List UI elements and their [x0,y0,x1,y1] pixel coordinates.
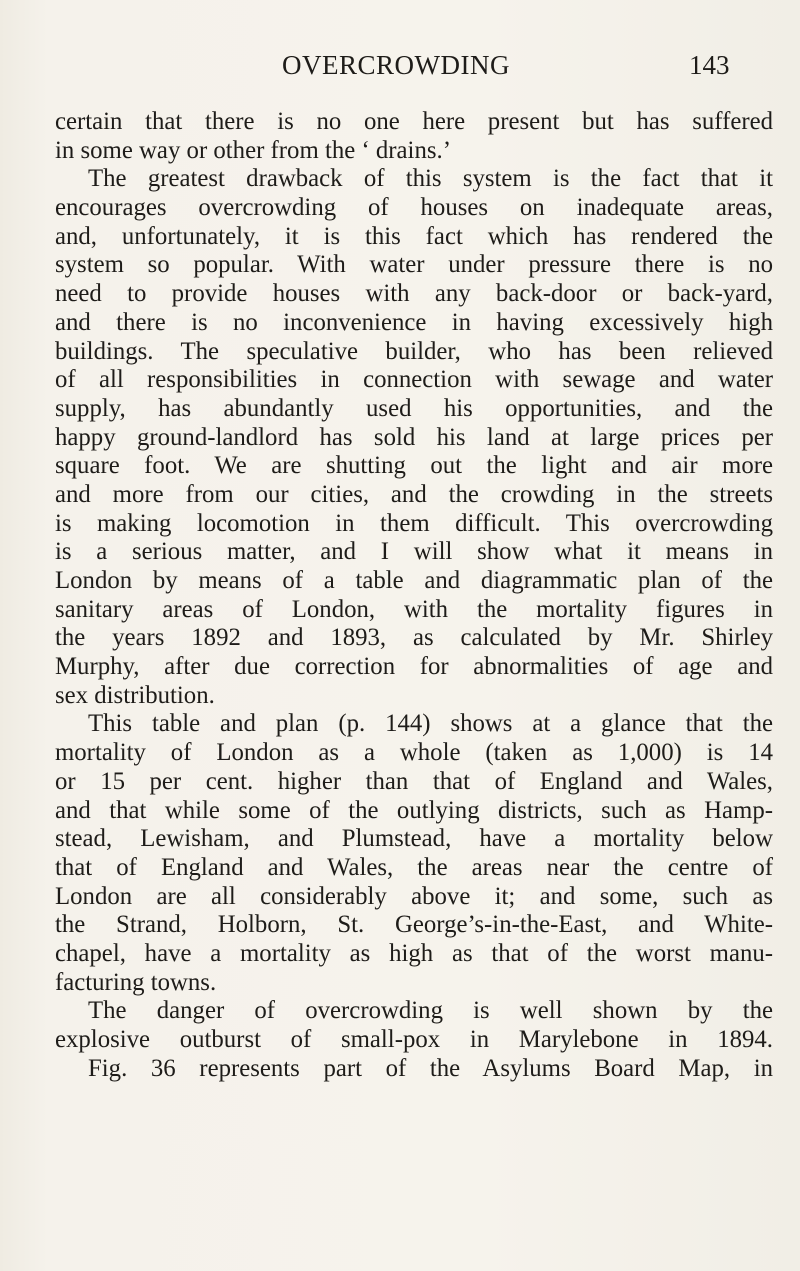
text-line: is making locomotion in them difficult. This overcrowding [55,509,773,537]
text-line: the Strand, Holborn, St. George’s-in-the-East, and White- [55,911,773,939]
text-line: happy ground-landlord has sold his land at large prices per [55,423,773,451]
running-head-title: OVERCROWDING [282,50,510,80]
text-line: mortality of London as a whole (taken as 1,000) is 14 [55,739,773,767]
text-line: encourages overcrowding of houses on inadequate areas, [55,194,773,222]
text-line: need to provide houses with any back-door or back-yard, [55,280,773,308]
text-line: system so popular. With water under pressure there is no [55,251,773,279]
text-line: London are all considerably above it; and some, such as [55,882,773,910]
text-line: This table and plan (p. 144) shows at a glance that the [88,710,773,738]
text-line: supply, has abundantly used his opportunities, and the [55,394,773,422]
text-line: The greatest drawback of this system is the fact that it [88,165,773,193]
text-line: London by means of a table and diagrammatic plan of the [55,567,773,594]
body-text [55,108,773,1083]
text-line: is a serious matter, and I will show what it means in [55,538,773,566]
text-line: or 15 per cent. higher than that of England and Wales, [55,767,773,795]
text-line: in some way or other from the ‘ drains.’ [55,136,451,164]
text-line: explosive outburst of small-pox in Marylebone in 1894. [55,1026,773,1053]
text-line: square foot. We are shutting out the light and air more [55,452,773,480]
text-line: chapel, have a mortality as high as that of the worst manu- [55,939,773,967]
text-line: The danger of overcrowding is well shown by the [88,997,773,1025]
text-line: and there is no inconvenience in having excessively high [55,308,773,336]
text-line: the years 1892 and 1893, as calculated by Mr. Shirley [55,624,773,652]
page-number: 143 [689,50,730,80]
text-line: Fig. 36 represents part of the Asylums Board Map, in [88,1054,773,1082]
text-line: and, unfortunately, it is this fact which has rendered the [55,222,773,250]
text-line: sanitary areas of London, with the mortality figures in [55,595,773,623]
text-line: of all responsibilities in connection with sewage and water [55,366,773,394]
running-head [0,50,800,90]
text-line: Murphy, after due correction for abnormalities of age and [55,653,773,681]
text-line: and more from our cities, and the crowding in the streets [55,480,773,508]
text-line: certain that there is no one here present but has suffered [55,108,773,135]
text-line: stead, Lewisham, and Plumstead, have a mortality below [55,825,773,853]
text-line: and that while some of the outlying districts, such as Hamp- [55,796,773,824]
text-line: sex distribution. [55,681,215,709]
text-line: buildings. The speculative builder, who has been relieved [55,337,773,365]
text-line: facturing towns. [55,968,217,996]
text-line: that of England and Wales, the areas near the centre of [55,853,773,881]
